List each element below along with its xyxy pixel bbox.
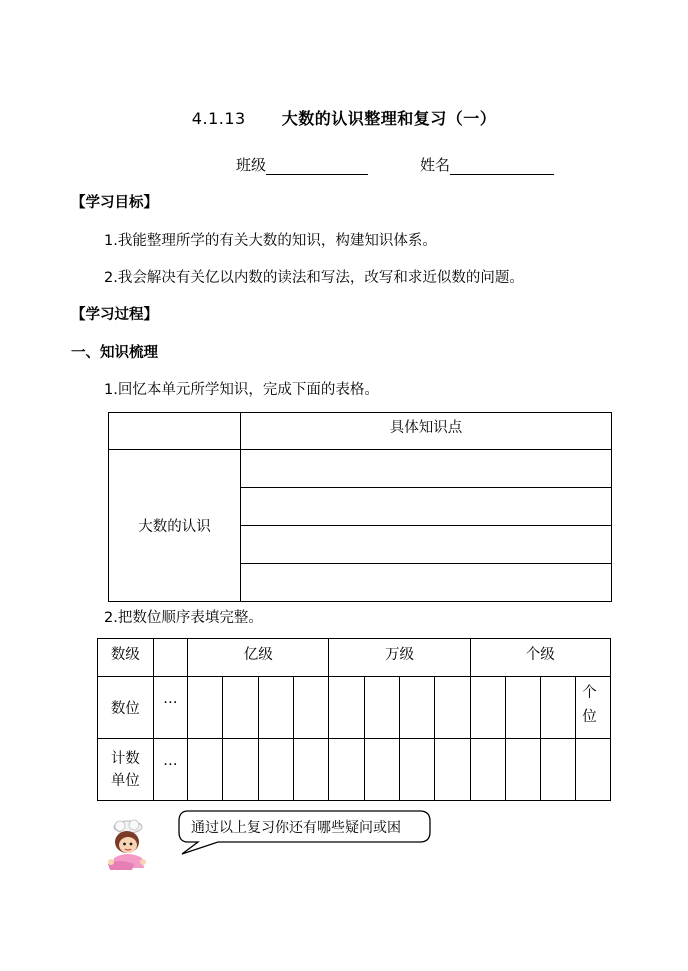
knowledge-table — [108, 412, 612, 602]
unit-cell[interactable] — [541, 739, 576, 801]
digit-cell[interactable] — [329, 677, 364, 739]
unit-cell[interactable] — [470, 739, 505, 801]
name-label: 姓名 — [420, 156, 451, 174]
row-label-unit: 计数单位 — [98, 739, 154, 801]
digit-cell[interactable] — [294, 677, 329, 739]
table1-header: 具体知识点 — [241, 413, 612, 450]
unit-cell[interactable] — [435, 739, 470, 801]
unit-ellipsis: … — [153, 739, 188, 801]
unit-cell[interactable] — [223, 739, 258, 801]
name-blank[interactable] — [450, 158, 554, 175]
level-blank-cell — [153, 639, 188, 677]
question-2: 2.把数位顺序表填完整。 — [104, 610, 263, 626]
goal-item-2: 2.我会解决有关亿以内数的读法和写法，改写和求近似数的问题。 — [104, 270, 524, 286]
lesson-number: 4.1.13 — [191, 109, 246, 128]
bubble-text: 通过以上复习你还有哪些疑问或困 — [191, 820, 401, 836]
row-label-digit: 数位 — [98, 677, 154, 739]
digit-cell[interactable] — [364, 677, 399, 739]
unit-cell[interactable] — [576, 739, 611, 801]
class-label: 班级 — [236, 156, 267, 174]
digit-ellipsis: … — [153, 677, 188, 739]
table1-answer-cell[interactable] — [241, 450, 612, 488]
unit-cell[interactable] — [364, 739, 399, 801]
digit-cell[interactable] — [505, 677, 540, 739]
digit-cell[interactable] — [435, 677, 470, 739]
table1-answer-cell[interactable] — [241, 488, 612, 526]
goals-heading: 【学习目标】 — [71, 195, 158, 211]
table1-answer-cell[interactable] — [241, 564, 612, 602]
table1-corner-cell — [109, 413, 241, 450]
unit-cell[interactable] — [294, 739, 329, 801]
row-label-level: 数级 — [98, 639, 154, 677]
page-title — [0, 106, 688, 129]
digit-cell[interactable] — [541, 677, 576, 739]
digit-ones: 个位 — [576, 677, 611, 739]
table1-row-label: 大数的认识 — [109, 450, 241, 602]
place-value-table — [97, 638, 611, 801]
table1-answer-cell[interactable] — [241, 526, 612, 564]
process-heading: 【学习过程】 — [71, 307, 158, 323]
group-yi: 亿级 — [188, 639, 329, 677]
digit-cell[interactable] — [470, 677, 505, 739]
digit-cell[interactable] — [258, 677, 293, 739]
name-field — [420, 154, 554, 175]
class-field — [236, 154, 368, 175]
unit-cell[interactable] — [505, 739, 540, 801]
goal-item-1: 1.我能整理所学的有关大数的知识，构建知识体系。 — [104, 233, 437, 249]
unit-cell[interactable] — [329, 739, 364, 801]
unit-cell[interactable] — [399, 739, 434, 801]
class-blank[interactable] — [266, 158, 368, 175]
question-1: 1.回忆本单元所学知识，完成下面的表格。 — [104, 382, 379, 398]
part1-heading: 一、知识梳理 — [71, 345, 158, 361]
unit-cell[interactable] — [258, 739, 293, 801]
digit-cell[interactable] — [223, 677, 258, 739]
cartoon-girl-icon — [98, 818, 162, 872]
unit-cell[interactable] — [188, 739, 223, 801]
digit-cell[interactable] — [188, 677, 223, 739]
group-wan: 万级 — [329, 639, 470, 677]
group-ge: 个级 — [470, 639, 610, 677]
digit-cell[interactable] — [399, 677, 434, 739]
lesson-title: 大数的认识整理和复习（一） — [281, 109, 497, 128]
